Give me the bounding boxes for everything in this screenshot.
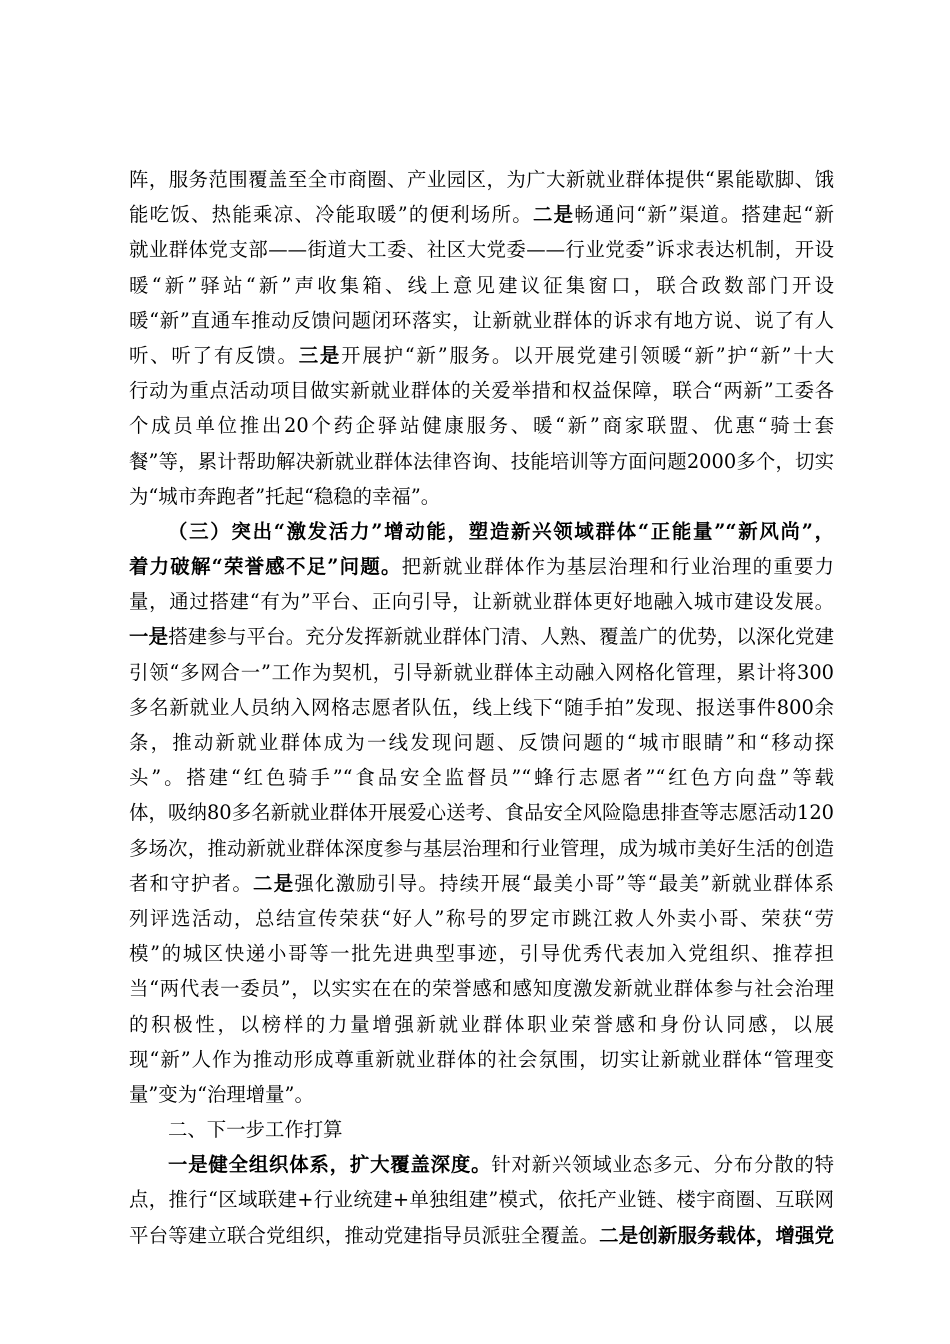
text-line: 就业群体党支部——街道大工委、社区大党委——行业党委”诉求表达机制，开设 bbox=[129, 238, 834, 262]
text-line: 多场次，推动新就业群体深度参与基层治理和行业管理，成为城市美好生活的创造 bbox=[129, 836, 834, 860]
text-line: 暖“新”驿站“新”声收集箱、线上意见建议征集窗口，联合政数部门开设 bbox=[129, 273, 834, 297]
text-line: 量，通过搭建“有为”平台、正向引导，让新就业群体更好地融入城市建设发展。 bbox=[129, 590, 834, 614]
text-line: 阵，服务范围覆盖至全市商圈、产业园区，为广大新就业群体提供“累能歇脚、饿 bbox=[129, 168, 834, 191]
text-line: 现“新”人作为推动形成尊重新就业群体的社会氛围，切实让新就业群体“管理变 bbox=[129, 1047, 834, 1071]
text-line: 听、听了有反馈。三是开展护“新”服务。以开展党建引领暖“新”护“新”十大 bbox=[129, 343, 835, 367]
text-line: 点，推行“区域联建+行业统建+单独组建”模式，依托产业链、楼宇商圈、互联网 bbox=[129, 1188, 834, 1212]
text-line: 着力破解“荣誉感不足”问题。把新就业群体作为基层治理和行业治理的重要力 bbox=[129, 555, 835, 579]
text-line: 头”。搭建“红色骑手”“食品安全监督员”“蜂行志愿者”“红色方向盘”等载 bbox=[129, 766, 834, 790]
document-body bbox=[129, 162, 834, 1253]
text-line: 能吃饭、热能乘凉、冷能取暖”的便利场所。二是畅通问“新”渠道。搭建起“新 bbox=[129, 203, 834, 227]
text-line: 一是搭建参与平台。充分发挥新就业群体门清、人熟、覆盖广的优势，以深化党建 bbox=[129, 625, 835, 649]
text-line: 一是健全组织体系，扩大覆盖深度。针对新兴领域业态多元、分布分散的特 bbox=[168, 1153, 835, 1177]
paragraph-end-line: 为“城市奔跑者”托起“稳稳的幸福”。 bbox=[129, 484, 441, 508]
paragraph-end-line: 量”变为“治理增量”。 bbox=[129, 1082, 314, 1106]
text-line: 的积极性，以榜样的力量增强新就业群体职业荣誉感和身份认同感，以展 bbox=[129, 1012, 834, 1036]
text-line: 行动为重点活动项目做实新就业群体的关爱举措和权益保障，联合“两新”工委各 bbox=[129, 379, 834, 403]
text-line: 引领“多网合一”工作为契机，引导新就业群体主动融入网格化管理，累计将300 bbox=[129, 660, 834, 684]
text-line: 体，吸纳80多名新就业群体开展爱心送考、食品安全风险隐患排查等志愿活动120 bbox=[129, 801, 834, 825]
text-line: 暖“新”直通车推动反馈问题闭环落实，让新就业群体的诉求有地方说、说了有人 bbox=[129, 308, 834, 332]
text-line: 列评选活动，总结宣传荣获“好人”称号的罗定市跳江救人外卖小哥、荣获“劳 bbox=[129, 906, 834, 930]
text-line: 多名新就业人员纳入网格志愿者队伍，线上线下“随手拍”发现、报送事件800余 bbox=[129, 695, 834, 719]
section-heading-line: （三）突出“激发活力”增动能，塑造新兴领域群体“正能量”“新风尚”， bbox=[168, 519, 834, 543]
text-line: 当“两代表一委员”，以实实在在的荣誉感和感知度激发新就业群体参与社会治理 bbox=[129, 977, 834, 1001]
text-line: 平台等建立联合党组织，推动党建指导员派驻全覆盖。二是创新服务载体，增强党 bbox=[129, 1223, 835, 1247]
text-line: 模”的城区快递小哥等一批先进典型事迹，引导优秀代表加入党组织、推荐担 bbox=[129, 942, 834, 966]
section-title: 二、下一步工作打算 bbox=[168, 1118, 343, 1142]
text-line: 者和守护者。二是强化激励引导。持续开展“最美小哥”等“最美”新就业群体系 bbox=[129, 871, 834, 895]
text-line: 个成员单位推出20个药企驿站健康服务、暖“新”商家联盟、优惠“骑士套 bbox=[129, 414, 834, 438]
text-line: 餐”等，累计帮助解决新就业群体法律咨询、技能培训等方面问题2000多个，切实 bbox=[129, 449, 834, 473]
text-line: 条，推动新就业群体成为一线发现问题、反馈问题的“城市眼睛”和“移动探 bbox=[129, 731, 834, 754]
